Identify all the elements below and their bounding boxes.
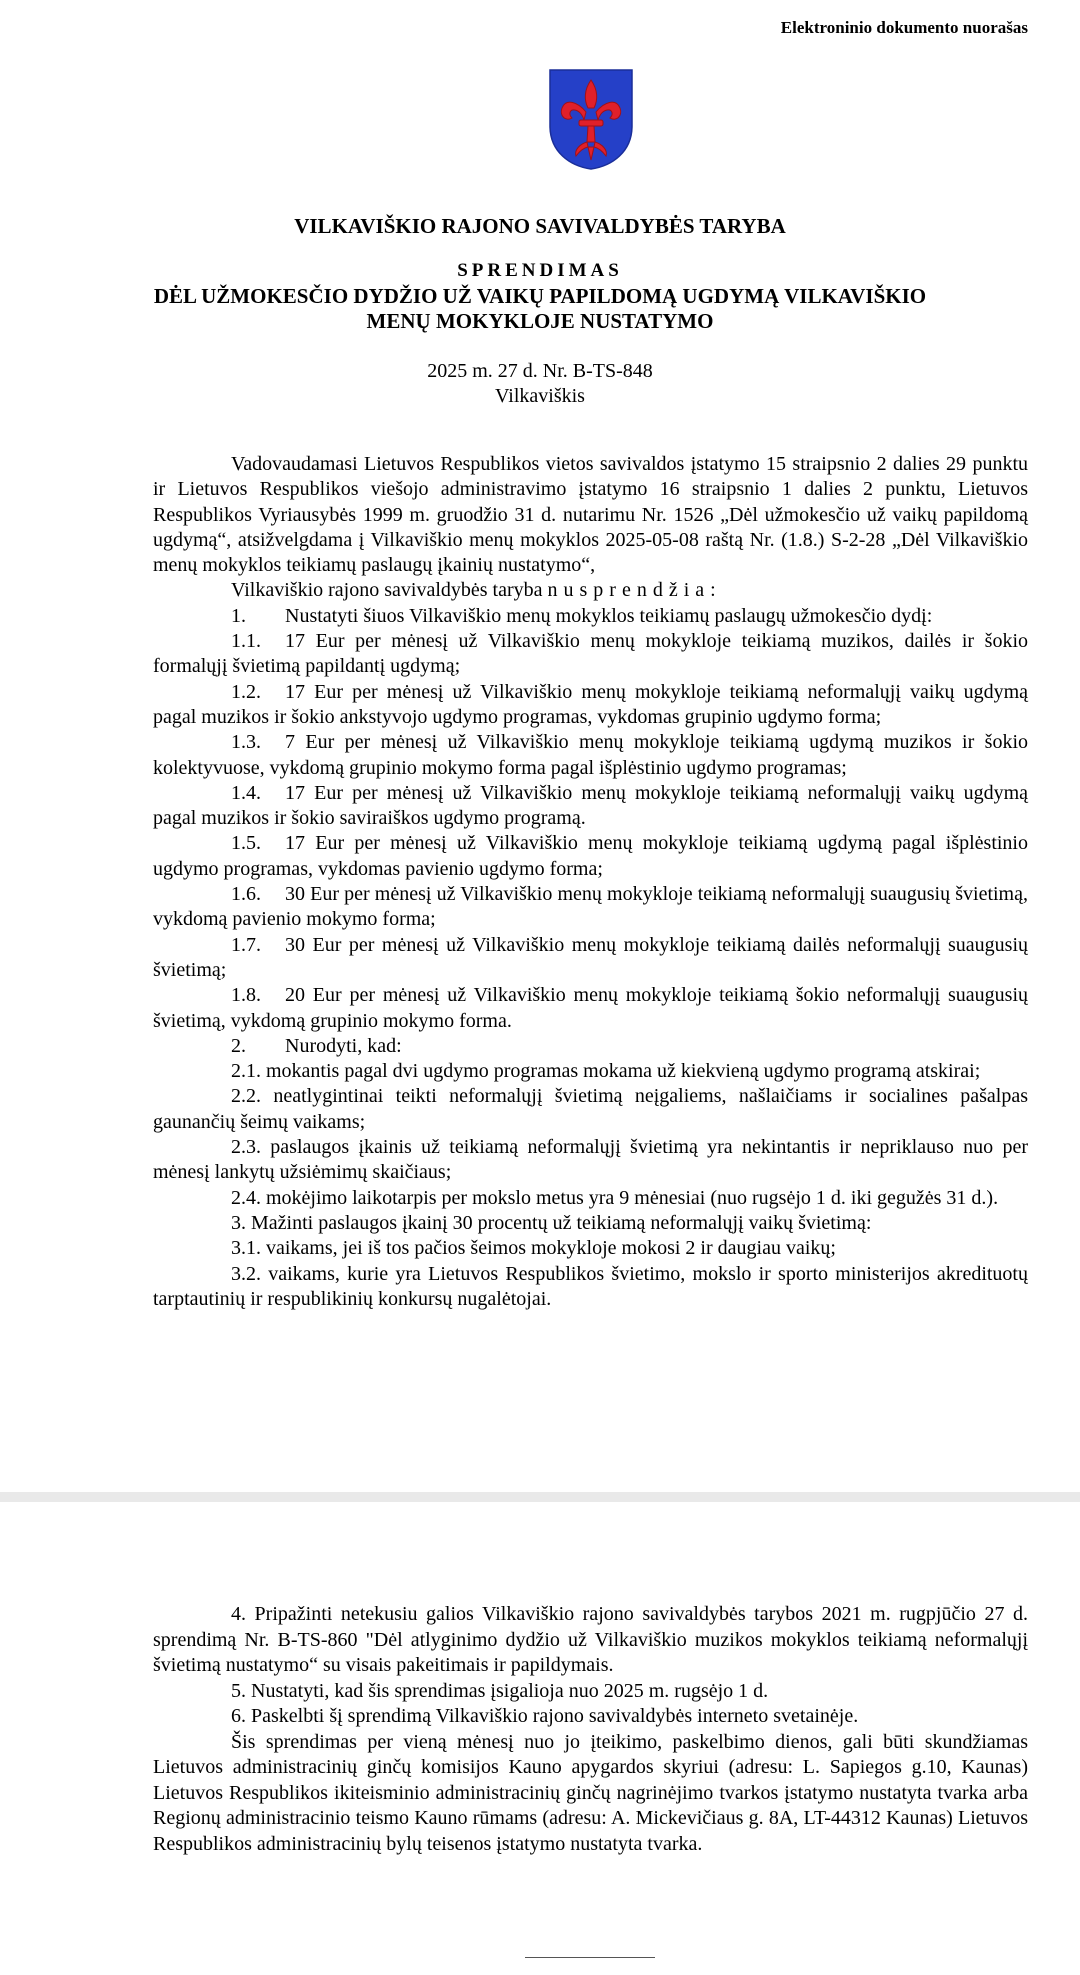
item-text: 17 Eur per mėnesį už Vilkaviškio menų mokykloje teikiamą muzikos, dailės ir šokio formalųjį švietimą papildantį ugdymą;	[153, 630, 1028, 678]
item-2-number: 2.	[231, 1034, 246, 1057]
item-2-1: 2.1. mokantis pagal dvi ugdymo programas mokama už kiekvieną ugdymo programą atskirai;	[231, 1060, 981, 1083]
item-6: 6. Paskelbti šį sprendimą Vilkaviškio rajono savivaldybės interneto svetainėje.	[231, 1705, 859, 1727]
item-2-4: 2.4. mokėjimo laikotarpis per mokslo metus yra 9 mėnesiai (nuo rugsėjo 1 d. iki gegužės 31 d.).	[231, 1186, 999, 1209]
item-1-4	[153, 781, 1028, 832]
item-2	[153, 1034, 1028, 1059]
item-2-text: Nurodyti, kad:	[285, 1034, 402, 1057]
item-1-2	[153, 680, 1028, 731]
decision-title-line-1: DĖL UŽMOKESČIO DYDŽIO UŽ VAIKŲ PAPILDOMĄ UGDYMĄ VILKAVIŠKIO	[153, 284, 927, 308]
item-text: 17 Eur per mėnesį už Vilkaviškio menų mokykloje teikiamą neformalųjį vaikų ugdymą pagal muzikos ir šokio ankstyvojo ugdymo programas, vykdomas grupinio ugdymo forma;	[153, 680, 1028, 728]
item-number: 1.5.	[231, 832, 261, 855]
decision-title-line-2: MENŲ MOKYKLOJE NUSTATYMO	[366, 309, 714, 333]
item-3-2: 3.2. vaikams, kurie yra Lietuvos Respublikos švietimo, mokslo ir sporto ministerijos akredituotų tarptautinių ir respublikinių konkursų nugalėtojai.	[153, 1262, 1028, 1310]
decision-title	[0, 284, 1080, 334]
electronic-copy-label: Elektroninio dokumento nuorašas	[780, 18, 1028, 37]
item-3: 3. Mažinti paslaugos įkainį 30 procentų už teikiamą neformalųjį vaikų švietimą:	[231, 1211, 872, 1234]
item-4: 4. Pripažinti netekusiu galios Vilkaviškio rajono savivaldybės tarybos 2021 m. rugpjūčio 27 d. sprendimą Nr. B-TS-860 "Dėl atlyginimo dydžio už Vilkaviškio muzikos mokyklos teikiamą neformalųjį švietimą nustatymo“ su visais pakeitimais ir papildymais.	[153, 1603, 1028, 1676]
end-of-document-line	[525, 1957, 655, 1958]
item-1-3	[153, 730, 1028, 781]
decides-word: nusprendžia:	[547, 579, 722, 602]
item-text: 7 Eur per mėnesį už Vilkaviškio menų mokykloje teikiamą ugdymą muzikos ir šokio kolektyvuose, vykdomą grupinio mokymo forma pagal išplėstinio ugdymo programas;	[153, 731, 1028, 779]
council-prefix: Vilkaviškio rajono savivaldybės taryba	[231, 579, 543, 602]
decision-body-page-1	[153, 452, 1028, 1312]
item-number: 1.4.	[231, 781, 261, 804]
decision-heading: SPRENDIMAS	[457, 260, 623, 281]
council-name: VILKAVIŠKIO RAJONO SAVIVALDYBĖS TARYBA	[294, 214, 786, 238]
decision-body-page-2	[153, 1602, 1028, 1857]
item-5: 5. Nustatyti, kad šis sprendimas įsigalioja nuo 2025 m. rugsėjo 1 d.	[231, 1679, 769, 1702]
item-1-6	[153, 882, 1028, 933]
item-number: 1.2.	[231, 680, 261, 703]
decision-date-number: 2025 m. 27 d. Nr. B-TS-848	[427, 360, 653, 382]
preamble-paragraph: Vadovaudamasi Lietuvos Respublikos vietos savivaldos įstatymo 15 straipsnio 2 dalies 29 punktu ir Lietuvos Respublikos viešojo administravimo įstatymo 16 straipsnio 1 dalies 2 punktu, Lietuvos Respublikos Vyriausybės 1999 m. gruodžio 31 d. nutarimu Nr. 1526 „Dėl užmokesčio už vaikų papildomą ugdymą“, atsižvelgdama į Vilkaviškio menų mokyklos 2025-05-08 raštą Nr. (1.8.) S-2-28 „Dėl Vilkaviškio menų mokyklos teikiamų paslaugų įkainių nustatymo“,	[153, 453, 1028, 577]
item-text: 17 Eur per mėnesį už Vilkaviškio menų mokykloje teikiamą ugdymą pagal išplėstinio ugdymo programas, vykdomas pavienio ugdymo forma;	[153, 832, 1028, 880]
item-2-3: 2.3. paslaugos įkainis už teikiamą neformalųjį švietimą yra nekintantis ir nepriklauso nuo per mėnesį lankytų užsiėmimų skaičiaus;	[153, 1136, 1028, 1184]
decision-place: Vilkaviškis	[495, 385, 585, 407]
item-text: 30 Eur per mėnesį už Vilkaviškio menų mokykloje teikiamą neformalųjį suaugusių švietimą, vykdomą pavienio mokymo forma;	[153, 883, 1028, 931]
item-text: 30 Eur per mėnesį už Vilkaviškio menų mokykloje teikiamą dailės neformalųjį suaugusių švietimą;	[153, 933, 1028, 981]
item-1-number: 1.	[231, 604, 246, 627]
appeal-paragraph: Šis sprendimas per vieną mėnesį nuo jo įteikimo, paskelbimo dienos, gali būti skundžiamas Lietuvos administracinių ginčų komisijos Kauno apygardos skyriui (adresu: L. Sapiegos g.10, Kaunas) Lietuvos Respublikos ikiteisminio administracinių ginčų nagrinėjimo tvarkos įstatymo nustatyta tvarka arba Regionų administracinio teismo Kauno rūmams (adresu: A. Mickevičiaus g. 8A, LT-44312 Kaunas) Lietuvos Respublikos administracinių bylų teisenos įstatymo nustatyta tvarka.	[153, 1730, 1028, 1855]
item-3-1: 3.1. vaikams, jei iš tos pačios šeimos mokykloje mokosi 2 ir daugiau vaikų;	[231, 1237, 836, 1260]
item-2-2: 2.2. neatlygintinai teikti neformalųjį švietimą neįgaliems, našlaičiams ir socialines pašalpas gaunančių šeimų vaikams;	[153, 1085, 1028, 1133]
item-1-8	[153, 983, 1028, 1034]
item-1	[153, 604, 1028, 629]
item-number: 1.6.	[231, 883, 261, 906]
item-number: 1.3.	[231, 731, 261, 754]
item-number: 1.8.	[231, 984, 261, 1007]
item-1-text: Nustatyti šiuos Vilkaviškio menų mokyklos teikiamų paslaugų užmokesčio dydį:	[285, 604, 933, 627]
item-number: 1.7.	[231, 933, 261, 956]
item-text: 17 Eur per mėnesį už Vilkaviškio menų mokykloje teikiamą neformalųjį vaikų ugdymą pagal muzikos ir šokio saviraiškos ugdymo programą.	[153, 781, 1028, 830]
item-number: 1.1.	[231, 630, 261, 653]
page-separator	[0, 1492, 1080, 1502]
document-page-2	[0, 1502, 1080, 1975]
item-1-5	[153, 831, 1028, 882]
council-decides-paragraph	[153, 578, 1028, 603]
item-1-1	[153, 629, 1028, 680]
vilkaviskis-coat-of-arms-icon	[548, 68, 634, 170]
item-text: 20 Eur per mėnesį už Vilkaviškio menų mokykloje teikiamą šokio neformalųjį suaugusių švietimą, vykdomą grupinio mokymo forma.	[153, 984, 1028, 1032]
item-1-7	[153, 933, 1028, 984]
